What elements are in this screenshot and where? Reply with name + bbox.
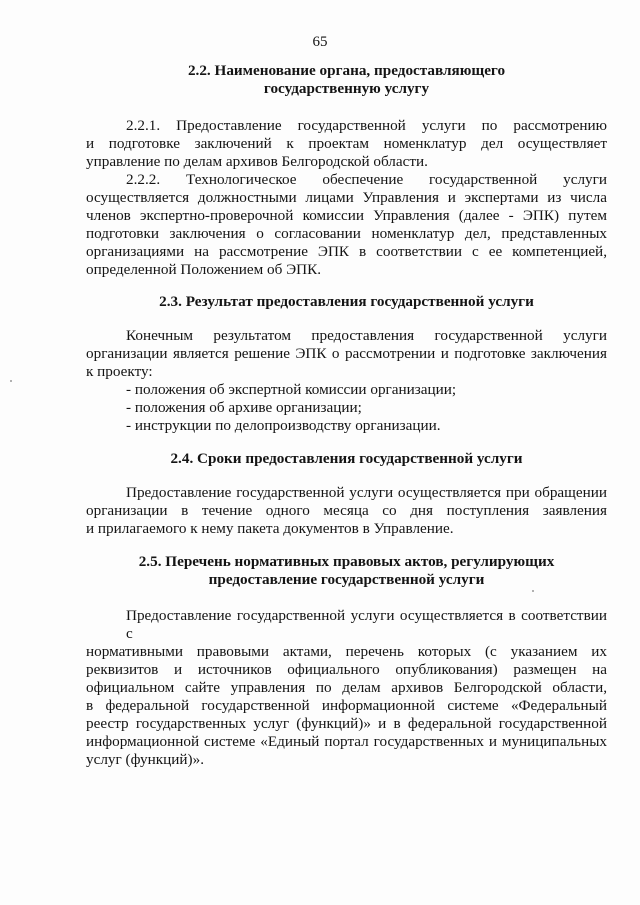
text-line: подготовки заключения о согласовании номенклатур дел, представленных <box>86 225 607 242</box>
scan-speck <box>10 380 12 382</box>
text-line: и прилагаемого к нему пакета документов в Управление. <box>86 520 454 537</box>
text-line: управление по делам архивов Белгородской области. <box>86 153 428 170</box>
text-line: Конечным результатом предоставления государственной услуги <box>126 327 607 344</box>
heading-line: государственную услугу <box>263 80 430 97</box>
page-number: 65 <box>312 34 328 50</box>
text-line: нормативными правовыми актами, перечень которых (с указанием их <box>86 643 607 660</box>
text-line: Предоставление государственной услуги осуществляется при обращении <box>126 484 607 501</box>
text-line: членов экспертно-проверочной комиссии Управления (далее - ЭПК) путем <box>86 207 607 224</box>
scan-speck <box>532 590 534 592</box>
section-2-3-paragraph <box>86 327 607 435</box>
text-line: организации в течение одного месяца со дня поступления заявления <box>86 502 607 519</box>
text-line: информационной системе «Единый портал государственных и муниципальных <box>86 733 607 750</box>
section-2-2-paragraph-1 <box>86 117 607 171</box>
text-line: в федеральной государственной информационной системе «Федеральный <box>86 697 607 714</box>
section-2-4-heading <box>86 450 607 468</box>
text-line: осуществляется должностными лицами Управления и экспертами из числа <box>86 189 607 206</box>
heading-line: 2.5. Перечень нормативных правовых актов, регулирующих <box>138 553 555 570</box>
list-item: - положения об экспертной комиссии организации; <box>126 381 457 398</box>
text-line: реестр государственных услуг (функций)» и в федеральной государственной <box>86 715 607 732</box>
text-line: организациями на рассмотрение ЭПК в соответствии с ее компетенцией, <box>86 243 607 260</box>
list-item: - инструкции по делопроизводству организации. <box>126 417 441 434</box>
section-2-4-paragraph <box>86 484 607 538</box>
text-line: и подготовке заключений к проектам номенклатур дел осуществляет <box>86 135 607 152</box>
text-line: 2.2.2. Технологическое обеспечение государственной услуги <box>126 171 607 188</box>
text-line: 2.2.1. Предоставление государственной услуги по рассмотрению <box>126 117 607 134</box>
list-item: - положения об архиве организации; <box>126 399 362 416</box>
section-2-5-paragraph <box>86 607 607 769</box>
text-line: к проекту: <box>86 363 153 380</box>
text-line: услуг (функций)». <box>86 751 204 768</box>
heading-line: 2.2. Наименование органа, предоставляющего <box>187 62 506 79</box>
text-line: организации является решение ЭПК о рассмотрении и подготовке заключения <box>86 345 607 362</box>
text-line: определенной Положением об ЭПК. <box>86 261 322 278</box>
heading-line: 2.3. Результат предоставления государственной услуги <box>159 293 534 310</box>
heading-line: 2.4. Сроки предоставления государственной услуги <box>170 450 523 467</box>
section-2-3-heading <box>86 293 607 311</box>
section-2-2-paragraph-2 <box>86 171 607 279</box>
heading-line: предоставление государственной услуги <box>208 571 485 588</box>
text-line: официальном сайте управления по делам архивов Белгородской области, <box>86 679 607 696</box>
section-2-2-heading <box>86 62 607 98</box>
text-line: Предоставление государственной услуги осуществляется в соответствии с <box>126 607 607 642</box>
section-2-5-heading <box>86 553 607 589</box>
text-line: реквизитов и источников официального опубликования) размещен на <box>86 661 607 678</box>
